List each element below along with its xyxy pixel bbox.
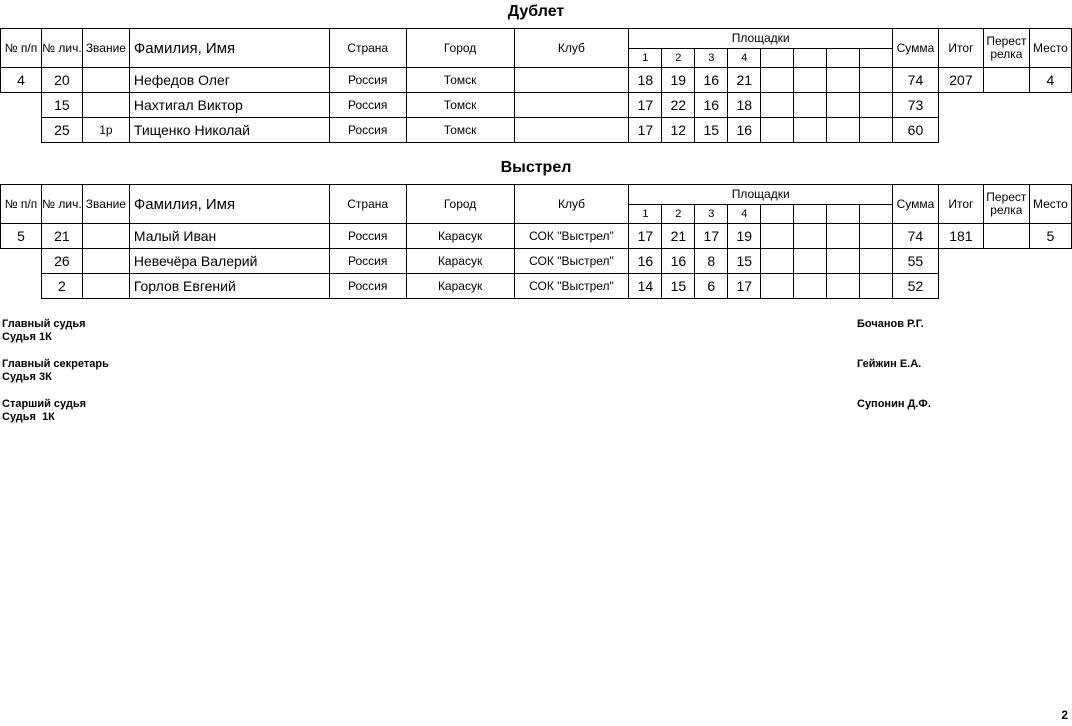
header-city: Город [406, 185, 514, 224]
station-score: 22 [662, 93, 695, 118]
station-score-empty [761, 118, 794, 143]
station-score-empty [860, 118, 893, 143]
header-station-1: 1 [629, 204, 662, 224]
header-mesto: Место [1029, 185, 1071, 224]
station-score: 6 [695, 274, 728, 299]
club-cell: СОК "Выстрел" [514, 274, 629, 299]
club-cell [514, 118, 629, 143]
team-total: 207 [938, 68, 983, 93]
rank-cell [82, 249, 129, 274]
station-score-empty [761, 68, 794, 93]
lich-number: 21 [41, 224, 82, 249]
station-score: 15 [728, 249, 761, 274]
shooter-name: Нефедов Олег [129, 68, 329, 93]
country-cell: Россия [329, 68, 406, 93]
table-row [1, 68, 1072, 93]
header-summa: Сумма [892, 29, 938, 68]
blank-cell [938, 249, 1071, 274]
station-score: 17 [728, 274, 761, 299]
station-score-empty [827, 68, 860, 93]
station-score-empty [827, 274, 860, 299]
header-no-pp: № п/п [1, 29, 42, 68]
blank-cell [1, 93, 42, 118]
place-cell: 5 [1029, 224, 1071, 249]
country-cell: Россия [329, 118, 406, 143]
header-perestrelka: Перест релка [983, 185, 1029, 224]
signature-name: Гейжин Е.А. [857, 358, 922, 370]
header-country: Страна [329, 29, 406, 68]
header-no-lich: № лич. [41, 185, 82, 224]
shootoff-cell [983, 68, 1029, 93]
signature-category: Судья 3К [2, 371, 52, 383]
table-row [1, 274, 1072, 299]
city-cell: Карасук [406, 224, 514, 249]
signature-name: Бочанов Р.Г. [857, 318, 924, 330]
signature-category: Судья 1К [2, 411, 55, 423]
lich-number: 15 [41, 93, 82, 118]
station-score: 19 [662, 68, 695, 93]
page-number: 2 [1061, 708, 1068, 722]
signature-role: Главный секретарь [2, 358, 109, 370]
header-mesto: Место [1029, 29, 1071, 68]
results-table-vystrel [0, 184, 1072, 299]
sum-cell: 55 [892, 249, 938, 274]
section-title-vystrel: Выстрел [500, 159, 572, 176]
header-station-2: 2 [662, 48, 695, 68]
sum-cell: 73 [892, 93, 938, 118]
city-cell: Карасук [406, 274, 514, 299]
header-station-empty [761, 48, 794, 68]
table-row [1, 93, 1072, 118]
header-station-1: 1 [629, 48, 662, 68]
station-score: 16 [695, 68, 728, 93]
club-cell [514, 93, 629, 118]
shooter-name: Нахтигал Виктор [129, 93, 329, 118]
sum-cell: 60 [892, 118, 938, 143]
city-cell: Карасук [406, 249, 514, 274]
country-cell: Россия [329, 274, 406, 299]
country-cell: Россия [329, 93, 406, 118]
station-score: 17 [695, 224, 728, 249]
signature-role: Старший судья [2, 398, 87, 410]
header-club: Клуб [514, 29, 629, 68]
signature-role: Главный судья [2, 318, 86, 330]
station-score-empty [794, 274, 827, 299]
station-score: 21 [662, 224, 695, 249]
station-score-empty [860, 68, 893, 93]
station-score-empty [827, 224, 860, 249]
header-country: Страна [329, 185, 406, 224]
station-score-empty [761, 224, 794, 249]
station-score: 8 [695, 249, 728, 274]
blank-cell [938, 93, 1071, 118]
blank-cell [1, 274, 42, 299]
rank-cell [82, 68, 129, 93]
station-score: 14 [629, 274, 662, 299]
shooter-name: Горлов Евгений [129, 274, 329, 299]
header-station-4: 4 [728, 48, 761, 68]
header-station-3: 3 [695, 48, 728, 68]
header-no-pp: № п/п [1, 185, 42, 224]
header-itog: Итог [938, 185, 983, 224]
header-station-empty [761, 204, 794, 224]
table-row [1, 224, 1072, 249]
station-score-empty [761, 274, 794, 299]
header-station-empty [794, 204, 827, 224]
header-station-empty [827, 204, 860, 224]
station-score: 17 [629, 224, 662, 249]
station-score: 15 [695, 118, 728, 143]
team-number: 4 [1, 68, 42, 93]
header-zvanie: Звание [82, 185, 129, 224]
blank-cell [1, 249, 42, 274]
station-score-empty [860, 249, 893, 274]
team-number: 5 [1, 224, 42, 249]
blank-cell [938, 274, 1071, 299]
team-total: 181 [938, 224, 983, 249]
station-score: 19 [728, 224, 761, 249]
station-score: 18 [728, 93, 761, 118]
signature-name: Супонин Д.Ф. [857, 398, 931, 410]
blank-cell [1, 118, 42, 143]
station-score: 16 [662, 249, 695, 274]
header-station-empty [860, 48, 893, 68]
sum-cell: 74 [892, 68, 938, 93]
station-score-empty [860, 93, 893, 118]
station-score: 17 [629, 93, 662, 118]
lich-number: 2 [41, 274, 82, 299]
section-title-dublet: Дублет [507, 3, 565, 20]
blank-cell [938, 118, 1071, 143]
header-station-2: 2 [662, 204, 695, 224]
station-score-empty [860, 274, 893, 299]
header-station-empty [794, 48, 827, 68]
header-city: Город [406, 29, 514, 68]
header-station-empty [860, 204, 893, 224]
sum-cell: 52 [892, 274, 938, 299]
rank-cell [82, 274, 129, 299]
station-score-empty [827, 249, 860, 274]
table-row [1, 249, 1072, 274]
place-cell: 4 [1029, 68, 1071, 93]
header-summa: Сумма [892, 185, 938, 224]
header-zvanie: Звание [82, 29, 129, 68]
rank-cell [82, 224, 129, 249]
rank-cell: 1р [82, 118, 129, 143]
club-cell [514, 68, 629, 93]
header-station-3: 3 [695, 204, 728, 224]
station-score-empty [794, 224, 827, 249]
station-score: 12 [662, 118, 695, 143]
station-score: 17 [629, 118, 662, 143]
rank-cell [82, 93, 129, 118]
lich-number: 20 [41, 68, 82, 93]
station-score-empty [860, 224, 893, 249]
station-score-empty [794, 93, 827, 118]
shootoff-cell [983, 224, 1029, 249]
header-ploshchadki: Площадки [629, 29, 893, 49]
city-cell: Томск [406, 93, 514, 118]
station-score-empty [827, 118, 860, 143]
sum-cell: 74 [892, 224, 938, 249]
country-cell: Россия [329, 249, 406, 274]
club-cell: СОК "Выстрел" [514, 224, 629, 249]
station-score: 16 [695, 93, 728, 118]
lich-number: 25 [41, 118, 82, 143]
header-no-lich: № лич. [41, 29, 82, 68]
station-score: 15 [662, 274, 695, 299]
table-row [1, 118, 1072, 143]
header-name: Фамилия, Имя [129, 185, 329, 224]
city-cell: Томск [406, 68, 514, 93]
station-score: 16 [728, 118, 761, 143]
shooter-name: Невечёра Валерий [129, 249, 329, 274]
station-score-empty [761, 93, 794, 118]
city-cell: Томск [406, 118, 514, 143]
station-score-empty [794, 249, 827, 274]
station-score: 18 [629, 68, 662, 93]
shooter-name: Тищенко Николай [129, 118, 329, 143]
results-table-dublet [0, 28, 1072, 143]
shooter-name: Малый Иван [129, 224, 329, 249]
station-score: 21 [728, 68, 761, 93]
station-score: 16 [629, 249, 662, 274]
station-score-empty [794, 118, 827, 143]
header-name: Фамилия, Имя [129, 29, 329, 68]
country-cell: Россия [329, 224, 406, 249]
header-station-4: 4 [728, 204, 761, 224]
header-perestrelka: Перест релка [983, 29, 1029, 68]
club-cell: СОК "Выстрел" [514, 249, 629, 274]
header-club: Клуб [514, 185, 629, 224]
station-score-empty [761, 249, 794, 274]
station-score-empty [827, 93, 860, 118]
header-itog: Итог [938, 29, 983, 68]
signature-category: Судья 1К [2, 331, 52, 343]
header-ploshchadki: Площадки [629, 185, 893, 205]
lich-number: 26 [41, 249, 82, 274]
station-score-empty [794, 68, 827, 93]
header-station-empty [827, 48, 860, 68]
